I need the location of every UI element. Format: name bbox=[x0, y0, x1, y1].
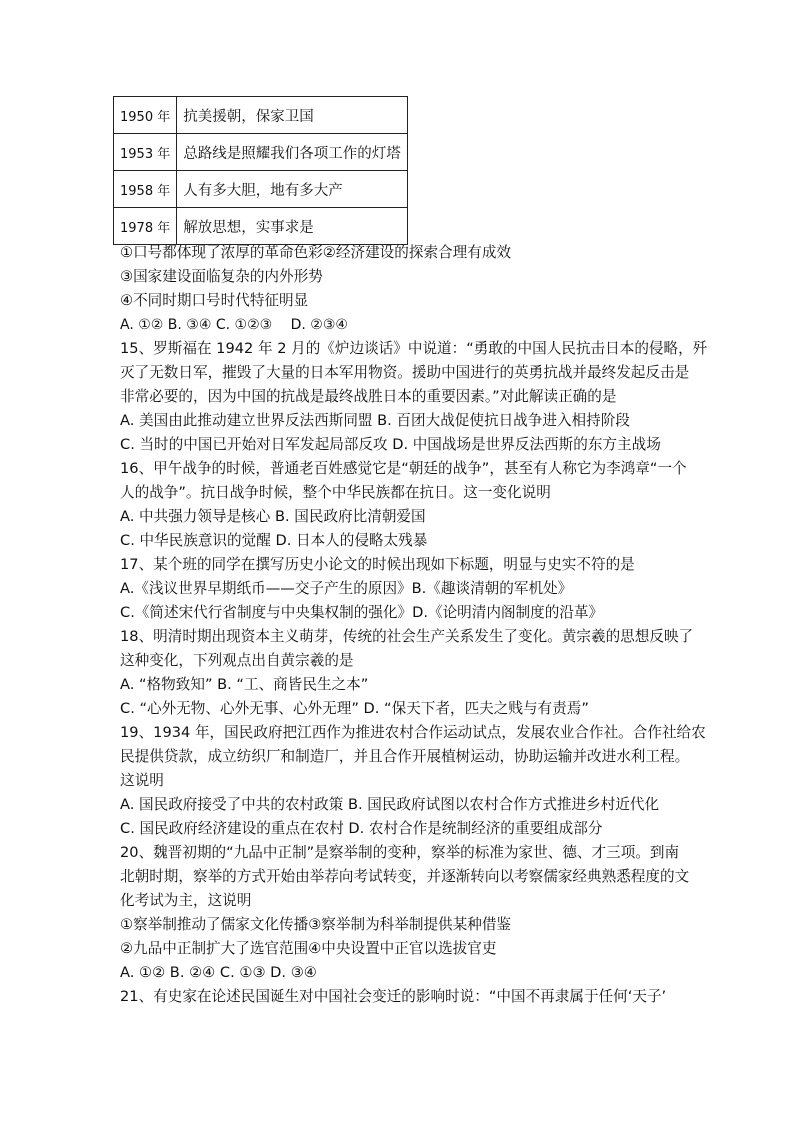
question-20-stem: 北朝时期，察举的方式开始由举荐向考试转变，并逐渐转向以考察儒家经典熟悉程度的文 bbox=[120, 868, 690, 885]
question-19-stem: 19、1934 年，国民政府把江西作为推进农村合作运动试点，发展农业合作社。合作社给农 bbox=[120, 724, 706, 741]
year-cell: 1978 年 bbox=[114, 208, 177, 245]
year-cell: 1953 年 bbox=[114, 134, 177, 171]
slogan-cell: 解放思想，实事求是 bbox=[177, 208, 408, 245]
question-15-stem: 灭了无数日军，摧毁了大量的日本军用物资。援助中国进行的英勇抗战并最终发起反击是 bbox=[120, 364, 690, 381]
answer-options: A. 国民政府接受了中共的农村政策 B. 国民政府试图以农村合作方式推进乡村近代化 bbox=[120, 796, 660, 813]
answer-options: C. “心外无物、心外无事、心外无理” D. “保天下者，匹夫之贱与有责焉” bbox=[120, 700, 589, 717]
statement-line: ②九品中正制扩大了选官范围④中央设置中正官以选拔官吏 bbox=[120, 940, 497, 957]
slogan-cell: 总路线是照耀我们各项工作的灯塔 bbox=[177, 134, 408, 171]
answer-options: C.《简述宋代行省制度与中央集权制的强化》D.《论明清内阁制度的沿革》 bbox=[120, 604, 604, 621]
answer-options: A. 中共强力领导是核心 B. 国民政府比清朝爱国 bbox=[120, 508, 426, 525]
statement-line: ④不同时期口号时代特征明显 bbox=[120, 292, 309, 309]
question-20-stem: 化考试为主，这说明 bbox=[120, 892, 252, 909]
table-row bbox=[114, 97, 408, 134]
statement-line: ①口号都体现了浓厚的革命色彩②经济建设的探索合理有成效 bbox=[120, 244, 512, 261]
question-17-stem: 17、某个班的同学在撰写历史小论文的时候出现如下标题，明显与史实不符的是 bbox=[120, 556, 635, 573]
question-text bbox=[120, 241, 708, 1009]
question-20-stem: 20、魏晋初期的“九品中正制”是察举制的变种，察举的标准为家世、德、才三项。到南 bbox=[120, 844, 680, 861]
answer-options: A. ①② B. ③④ C. ①②③ D. ②③④ bbox=[120, 317, 348, 333]
table-row bbox=[114, 208, 408, 245]
answer-options: A.《浅议世界早期纸币——交子产生的原因》B.《趣谈清朝的军机处》 bbox=[120, 580, 573, 597]
question-19-stem: 这说明 bbox=[120, 772, 164, 789]
statement-line: ③国家建设面临复杂的内外形势 bbox=[120, 268, 323, 285]
answer-options: A. 美国由此推动建立世界反法西斯同盟 B. 百团大战促使抗日战争进入相持阶段 bbox=[120, 412, 630, 429]
question-16-stem: 人的战争”。抗日战争时候，整个中华民族都在抗日。这一变化说明 bbox=[120, 484, 551, 501]
table-row bbox=[114, 171, 408, 208]
answer-options: A. “格物致知” B. “工、商皆民生之本” bbox=[120, 676, 369, 693]
answer-options: A. ①② B. ②④ C. ①③ D. ③④ bbox=[120, 964, 317, 981]
slogan-table bbox=[113, 96, 408, 245]
year-cell: 1950 年 bbox=[114, 97, 177, 134]
question-18-stem: 这种变化，下列观点出自黄宗羲的是 bbox=[120, 652, 354, 669]
question-16-stem: 16、甲午战争的时候，普通老百姓感觉它是“朝廷的战争”，甚至有人称它为李鸿章“一个 bbox=[120, 460, 687, 477]
question-15-stem: 非常必要的，因为中国的抗战是最终战胜日本的重要因素。”对此解读正确的是 bbox=[120, 388, 617, 405]
answer-options: C. 国民政府经济建设的重点在农村 D. 农村合作是统制经济的重要组成部分 bbox=[120, 820, 603, 837]
answer-options: C. 中华民族意识的觉醒 D. 日本人的侵略太残暴 bbox=[120, 532, 428, 549]
question-19-stem: 民提供贷款，成立纺织厂和制造厂，并且合作开展植树运动，协助运输并改进水利工程。 bbox=[120, 748, 690, 765]
year-cell: 1958 年 bbox=[114, 171, 177, 208]
question-18-stem: 18、明清时期出现资本主义萌芽，传统的社会生产关系发生了变化。黄宗羲的思想反映了 bbox=[120, 628, 694, 645]
question-15-stem: 15、罗斯福在 1942 年 2 月的《炉边谈话》中说道：“勇敢的中国人民抗击日本的侵略，歼 bbox=[120, 340, 708, 357]
slogan-cell: 抗美援朝，保家卫国 bbox=[177, 97, 408, 134]
answer-options: C. 当时的中国已开始对日军发起局部反攻 D. 中国战场是世界反法西斯的东方主战场 bbox=[120, 436, 661, 453]
slogan-cell: 人有多大胆，地有多大产 bbox=[177, 171, 408, 208]
statement-line: ①察举制推动了儒家文化传播③察举制为科举制提供某种借鉴 bbox=[120, 916, 512, 933]
table-row bbox=[114, 134, 408, 171]
question-21-stem: 21、有史家在论述民国诞生对中国社会变迁的影响时说：“中国不再隶属于任何‘天子’ bbox=[120, 988, 667, 1005]
